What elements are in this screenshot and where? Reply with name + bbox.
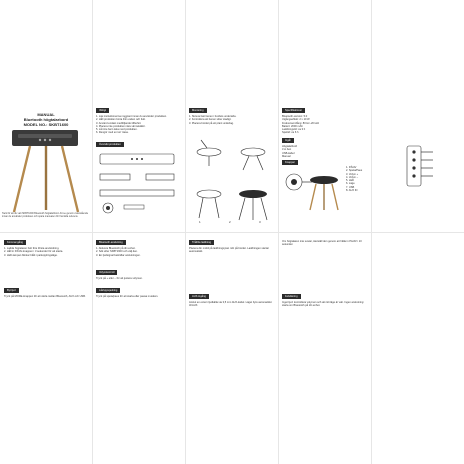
page-assembly — [187, 108, 276, 232]
section-header: Låt/uppspelning — [96, 288, 120, 293]
cover-model: MODEL NO.: SKBT1600 — [23, 122, 69, 127]
bluetooth-text: 1. Aktivera Bluetooth på din enhet. 2. Sök efter SKBT1600 och välj den. 3. En ljudsignal bekräftar anslutningen. — [96, 247, 141, 257]
section-header: Ingår — [282, 138, 294, 143]
important-text: 1. Läs instruktionerna noggrant innan du använder produkten. 2. Håll produkten borta från vatten och fukt. 3. Använd endast medföljande tillbehör. 4. Placera inte produkten nära värmekällor. 5. Låt inte barn leka med produkten. 6. Rengör med en torr trasa. — [96, 115, 167, 135]
cover-page — [0, 100, 92, 230]
sheet-divider — [0, 232, 464, 233]
remote-diagram — [373, 140, 462, 230]
specs-text: Bluetooth-version: 5.0 Utgångseffekt: 2 x 10 W Frekvensomfång: 80 Hz–20 kHz Batteri: 2000 mAh Laddningstid: ca 3 h Speltid: ca 6 h — [282, 115, 320, 135]
assembly-text: 1. Skruva fast benen i bordets undersida. 2. Kontrollera att benen sitter stadigt. 3. Placera bordet på ett plant underlag. — [189, 115, 237, 125]
section-header: Trådlös laddning — [189, 240, 214, 245]
section-header: Översikt produkten — [96, 142, 124, 147]
reset-text: Om högtalaren inte svarar, återställ den genom att hålla in PÅ/AV i 10 sekunder. — [282, 240, 363, 247]
page-wireless-charging — [187, 240, 276, 380]
section-header: Specifikationer — [282, 108, 305, 113]
section-header: Komma igång — [4, 240, 26, 245]
page-troubleshooting — [280, 240, 369, 380]
page-important — [94, 108, 183, 232]
cover-title: MANUAL — [37, 112, 55, 117]
section-header: Viktigt — [96, 108, 109, 113]
table-illustration — [0, 128, 92, 218]
step-number: 2 — [229, 220, 231, 224]
section-header: AUX-ingång — [189, 294, 209, 299]
section-header: Volymkontroll — [96, 270, 117, 275]
step-number: 3 — [259, 220, 261, 224]
section-header: Byt ljud — [4, 288, 19, 293]
assembly-diagram — [187, 130, 276, 230]
cover-subtitle: Bluetooth högtalarbord — [23, 117, 69, 122]
cover-caption: Tack för att du valt SKBT1600 Bluetooth högtalarbord. Att se genom ovanstående innan du använder produkten och spara manualen för framtida referens. — [2, 212, 89, 218]
product-overview-diagram — [94, 150, 183, 230]
volume-text: Tryck på + eller – för att justera volymen. — [96, 277, 143, 280]
mode-text: Tryck på MODE-knappen för att växla mellan Bluetooth, AUX och USB. — [4, 295, 86, 298]
page-bluetooth — [94, 240, 183, 380]
section-header: Felsökning — [282, 294, 301, 299]
page-remote — [373, 140, 462, 230]
controls-legend: 1. PÅ/AV 2. Spela/Paus 3. Volym + 4. Volym – 5. LED 6. Läge 7. USB 8. AUX IN — [346, 166, 363, 193]
section-header: Bluetooth-anslutning — [96, 240, 126, 245]
getting-started-text: 1. Ladda högtalaren helt före första användning. 2. Håll in PÅ/AV-knappen i 3 sekunder för att starta. 3. LED-lampan blinkar blått i parkopplingsläge. — [4, 247, 64, 257]
section-header: Montering — [189, 108, 207, 113]
section-header: Knappar — [282, 160, 298, 165]
aux-text: Anslut en extern ljudkälla via 3,5 mm AUX-kabel. Läget byts automatiskt till AUX. — [189, 301, 273, 308]
step-number: 1 — [199, 220, 201, 224]
page-getting-started — [2, 240, 90, 380]
included-text: Högtalarbord 3 st ben USB-kabel Manual — [282, 145, 297, 158]
playback-text: Tryck på spela/paus för att starta eller pausa musiken. — [96, 295, 159, 298]
page-specs — [280, 108, 369, 232]
troubleshooting-text: Inget ljud: kontrollera volymen och att rätt läge är valt. Ingen anslutning: starta om Bluetooth på din enhet. — [282, 301, 365, 308]
wireless-text: Placera din mobil på laddningsytan mitt på bordet. Laddningen startar automatiskt. — [189, 247, 270, 254]
